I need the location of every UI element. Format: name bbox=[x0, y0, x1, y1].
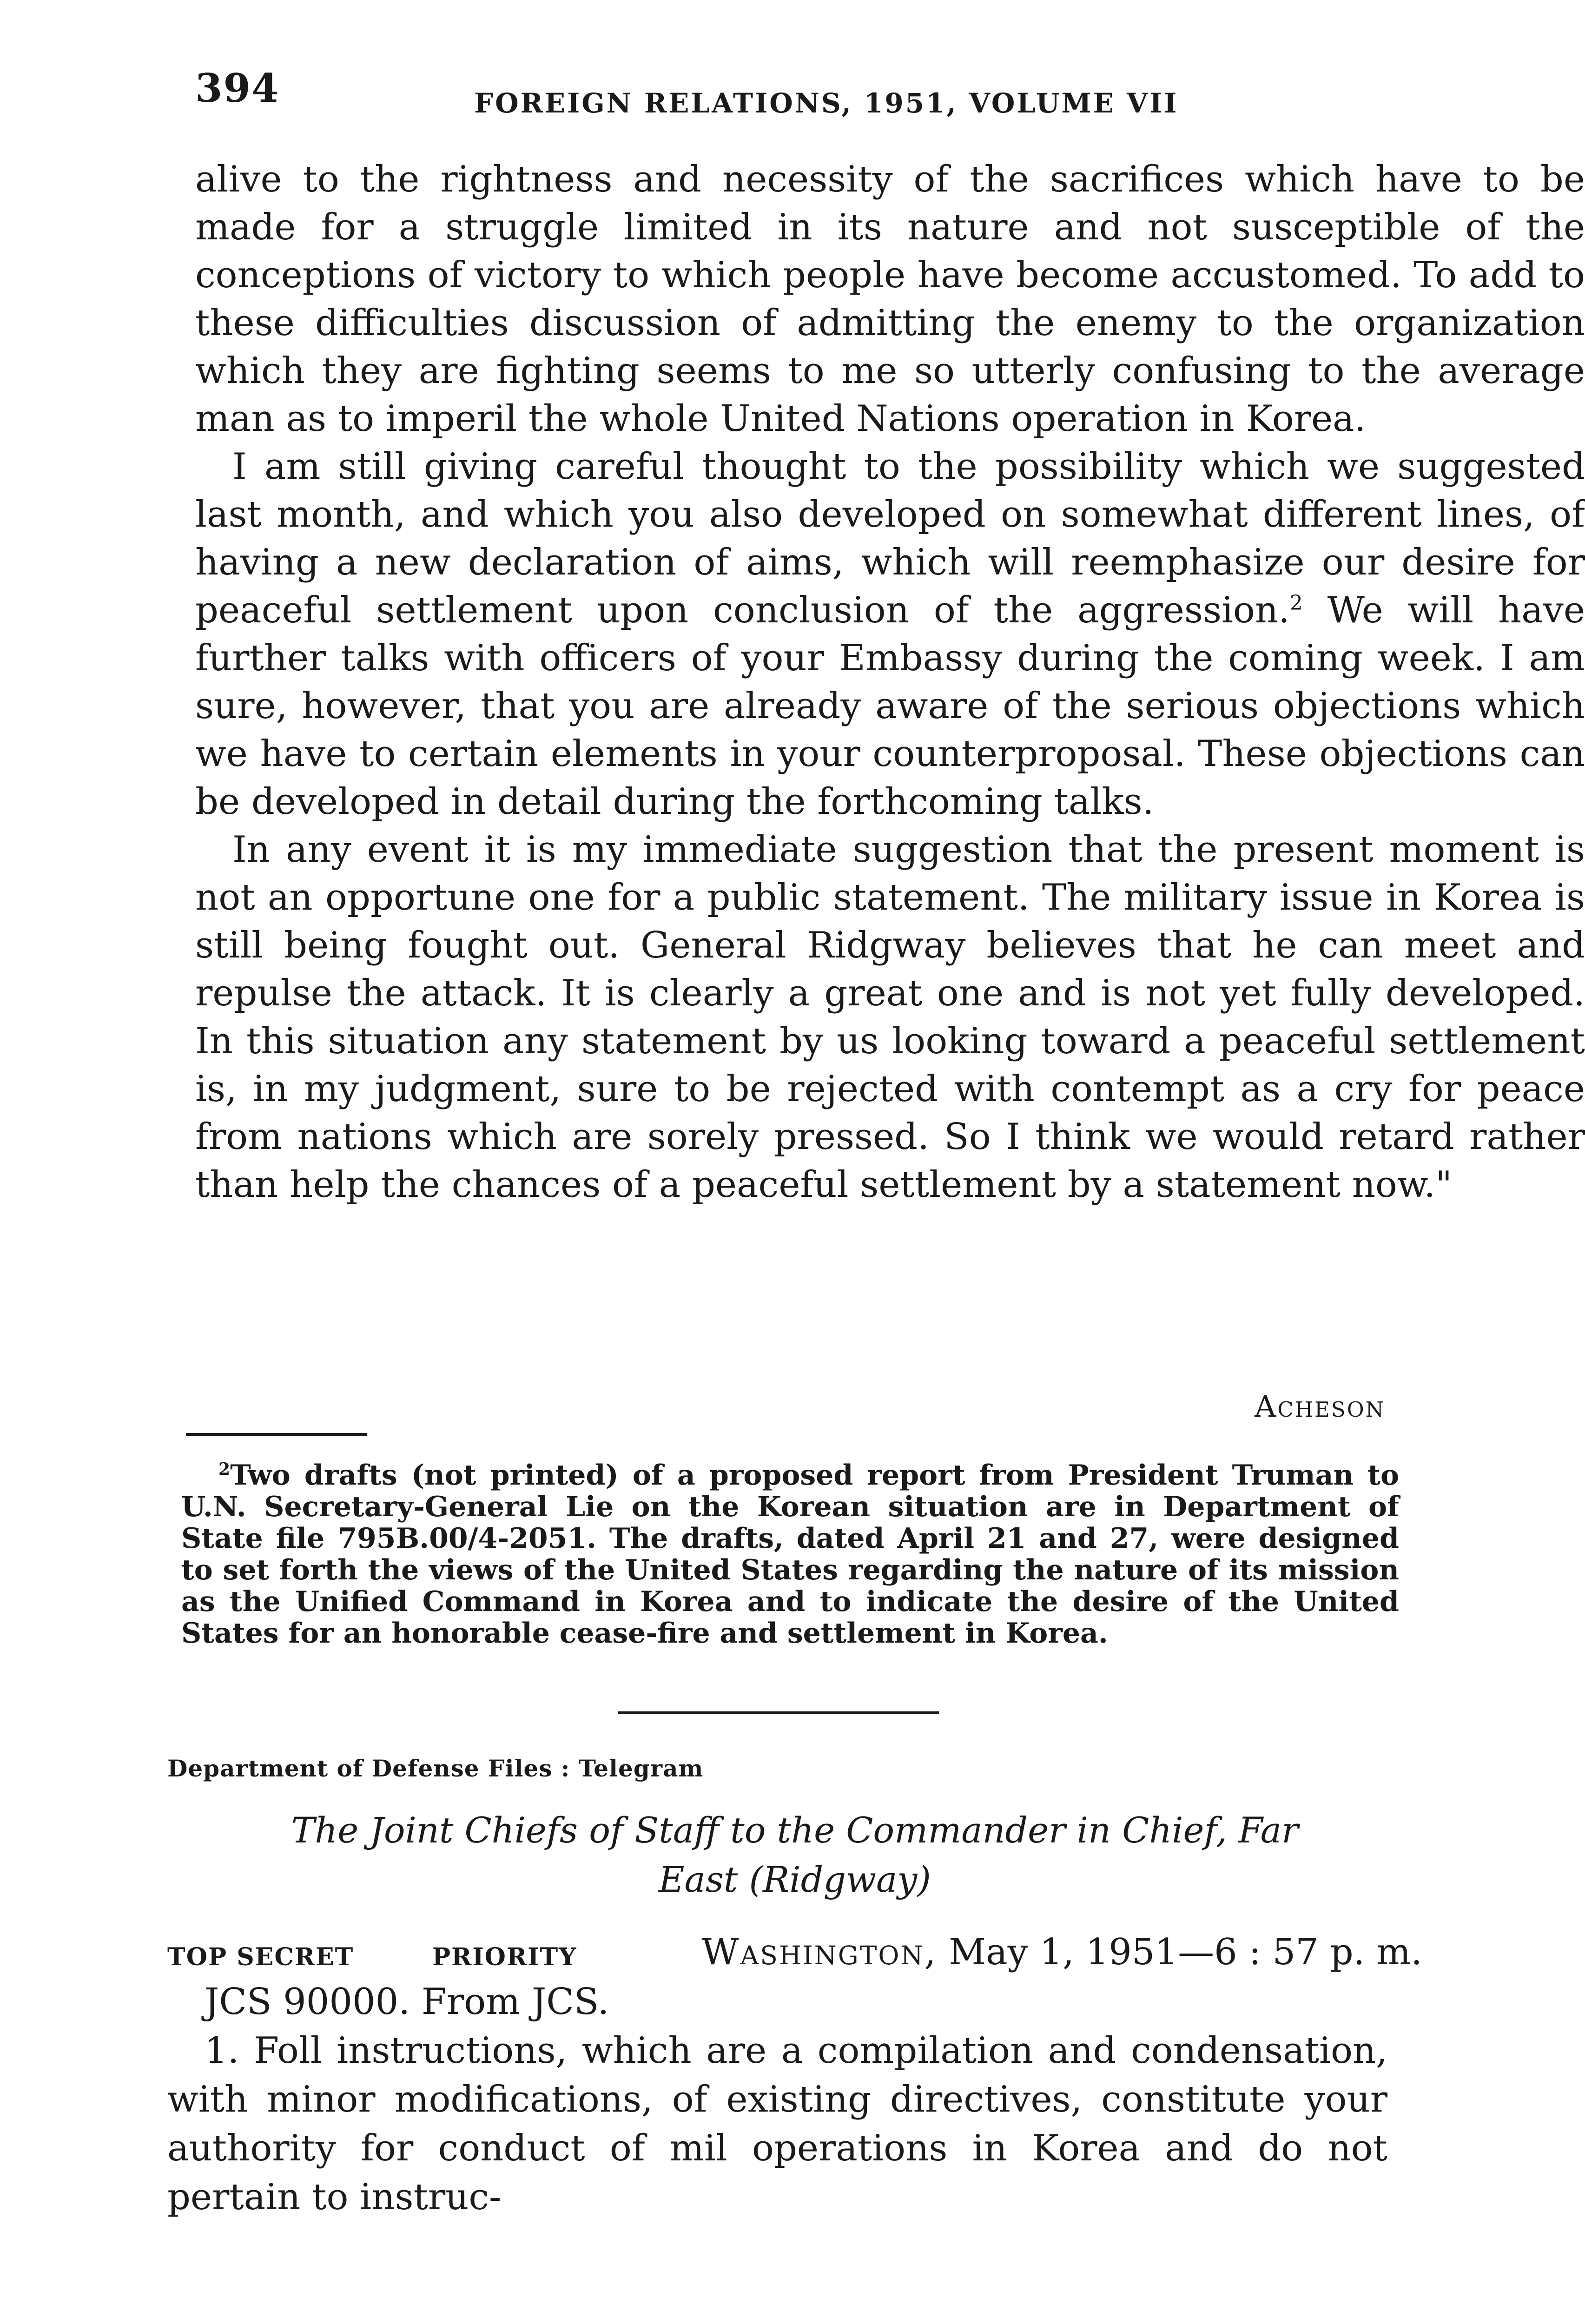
footnote-mark: 2 bbox=[218, 1459, 231, 1479]
document-title-line-2: East (Ridgway) bbox=[659, 1859, 931, 1900]
telegram-paragraph-1: JCS 90000. From JCS. bbox=[205, 1981, 609, 2023]
telegram-paragraph-2: 1. Foll instructions, which are a compilation and condensation, with minor modifications, of existing directives, constitute your authority for conduct of mil operations in Korea and do not pertain to instruc- bbox=[167, 2030, 1387, 2218]
paragraph-1: alive to the rightness and necessity of the sacrifices which have to be made for a struggle limited in its nature and not susceptible of the conceptions of victory to which people have become accustomed. To add to these difficulties discussion of admitting the enemy to the organization which they are fighting seems to me so utterly confusing to the average man as to imperil the whole United Nations operation in Korea. bbox=[195, 158, 1585, 440]
footnote-text: Two drafts (not printed) of a proposed report from President Truman to U.N. Secretary-General Lie on the Korean situation are in Department of State file 795B.00/4-2051. The drafts, dated April 21 and 27, were designed to set forth the views of the United States regarding the nature of its mission as the Unified Command in Korea and to indicate the desire of the United States for an honorable cease-fire and settlement in Korea. bbox=[181, 1459, 1399, 1650]
paragraph-2 bbox=[195, 443, 1585, 826]
dateline-city: Washington, bbox=[701, 1931, 938, 1973]
footnote-reference[interactable]: 2 bbox=[1289, 591, 1303, 615]
running-title: FOREIGN RELATIONS, 1951, VOLUME VII bbox=[474, 87, 1179, 119]
priority-label: PRIORITY bbox=[432, 1943, 577, 1971]
running-head bbox=[195, 65, 1404, 125]
section-divider bbox=[618, 1711, 939, 1714]
footnote-divider bbox=[186, 1433, 367, 1436]
document-page bbox=[167, 0, 1585, 2324]
letter-body bbox=[195, 156, 1585, 1209]
paragraph-3: In any event it is my immediate suggestion that the present moment is not an opportune one for a public statement. The military issue in Korea is still being fought out. General Ridgway believes that he can meet and repulse the attack. It is clearly a great one and is not yet fully developed. In this situation any statement by us looking toward a peaceful settlement is, in my judgment, sure to be rejected with contempt as a cry for peace from nations which are sorely pressed. So I think we would retard rather than help the chances of a peaceful settlement by a statement now." bbox=[195, 829, 1585, 1206]
dateline-date: May 1, 1951—6 : 57 p. m. bbox=[949, 1931, 1422, 1973]
document-title-line-1: The Joint Chiefs of Staff to the Commander in Chief, Far bbox=[291, 1809, 1299, 1851]
classification-label: TOP SECRET bbox=[167, 1943, 354, 1971]
signature: Acheson bbox=[1255, 1390, 1385, 1424]
document-title bbox=[167, 1806, 1422, 1904]
page-number: 394 bbox=[195, 65, 280, 111]
dateline bbox=[701, 1931, 1422, 1973]
telegram-body bbox=[167, 1978, 1387, 2222]
paragraph-2-text: I am still giving careful thought to the possibility which we suggested last month, and which you also developed on somewhat different lines, of having a new declaration of aims, which will reemphasize our desire for peaceful settlement upon conclusion of the aggression. bbox=[195, 446, 1585, 631]
paragraph-2-continued: We will have further talks with officers of your Embassy during the coming week. I am sure, however, that you are already aware of the serious objections which we have to certain elements in your counterproposal. These objections can be developed in detail during the forthcoming talks. bbox=[195, 589, 1585, 823]
document-source: Department of Defense Files : Telegram bbox=[167, 1755, 704, 1782]
footnote bbox=[181, 1459, 1399, 1649]
